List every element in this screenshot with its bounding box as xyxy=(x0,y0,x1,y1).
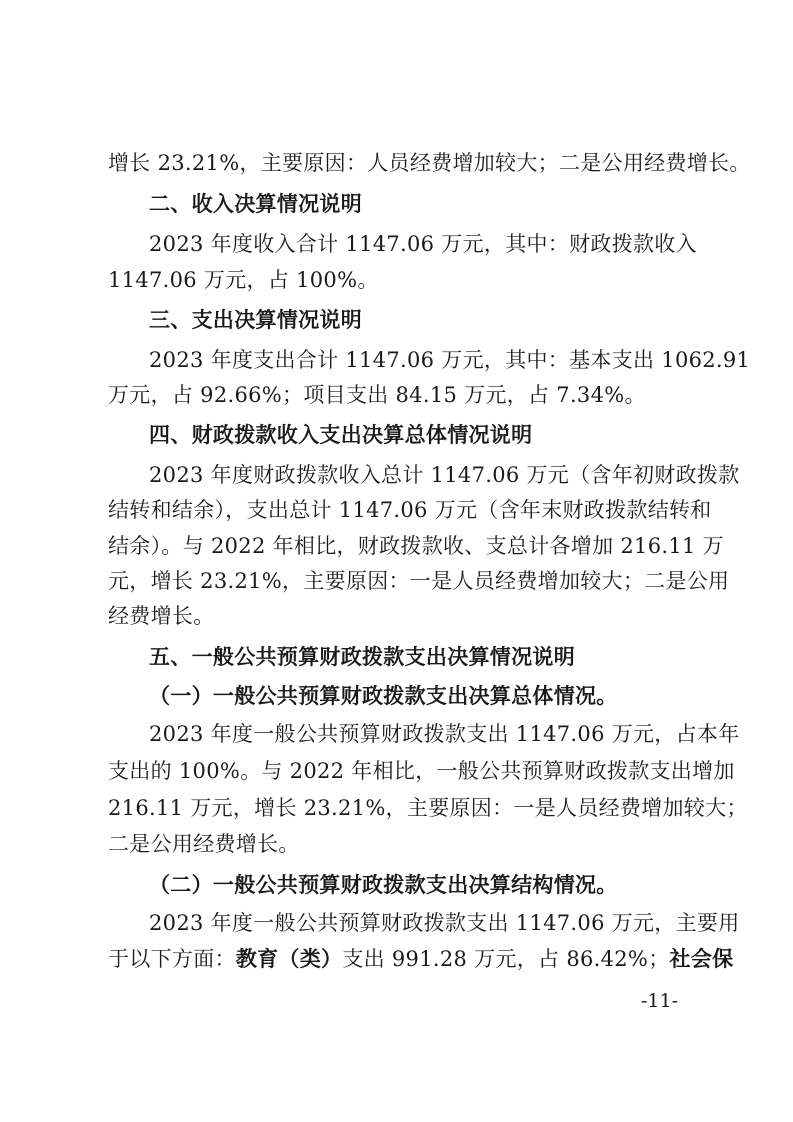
paragraph-line: 结转和结余），支出总计 1147.06 万元（含年末财政拨款结转和 xyxy=(108,498,712,522)
paragraph-line: 2023 年度收入合计 1147.06 万元，其中：财政拨款收入 xyxy=(149,232,697,256)
text-run: 于以下方面： xyxy=(108,947,236,971)
paragraph-line: 2023 年度财政拨款收入总计 1147.06 万元（含年初财政拨款 xyxy=(149,463,740,487)
section-heading: 三、支出决算情况说明 xyxy=(149,308,362,332)
paragraph-line: 万元，占 92.66%；项目支出 84.15 万元，占 7.34%。 xyxy=(108,383,646,407)
paragraph-line: 二是公用经费增长。 xyxy=(108,832,300,856)
paragraph-line: 元，增长 23.21%，主要原因：一是人员经费增加较大；二是公用 xyxy=(108,569,730,593)
paragraph-line: 216.11 万元，增长 23.21%，主要原因：一是人员经费增加较大； xyxy=(108,796,748,820)
section-heading: 四、财政拨款收入支出决算总体情况说明 xyxy=(149,423,533,447)
section-heading: 五、一般公共预算财政拨款支出决算情况说明 xyxy=(149,645,575,669)
page-number: -11- xyxy=(641,990,679,1012)
category-label: 教育（类） xyxy=(235,946,343,971)
paragraph-line: 支出的 100%。与 2022 年相比，一般公共预算财政拨款支出增加 xyxy=(108,759,735,783)
section-heading: 二、收入决算情况说明 xyxy=(149,192,362,216)
subsection-heading: （一）一般公共预算财政拨款支出决算总体情况。 xyxy=(149,683,618,708)
paragraph-line: 1147.06 万元，占 100%。 xyxy=(108,268,379,292)
text-run: 支出 991.28 万元，占 86.42%； xyxy=(342,947,670,971)
paragraph-line: 2023 年度一般公共预算财政拨款支出 1147.06 万元，主要用 xyxy=(149,911,740,935)
paragraph-line: 2023 年度一般公共预算财政拨款支出 1147.06 万元，占本年 xyxy=(149,722,740,746)
paragraph-line: 结余）。与 2022 年相比，财政拨款收、支总计各增加 216.11 万 xyxy=(108,534,724,558)
paragraph-line: 2023 年度支出合计 1147.06 万元，其中：基本支出 1062.91 xyxy=(149,348,751,372)
paragraph-line: 经费增长。 xyxy=(108,604,215,628)
paragraph-line: 增长 23.21%，主要原因：人员经费增加较大；二是公用经费增长。 xyxy=(108,151,751,175)
category-label: 社会保 xyxy=(669,946,734,971)
subsection-heading: （二）一般公共预算财政拨款支出决算结构情况。 xyxy=(149,872,618,897)
paragraph-line xyxy=(108,944,734,974)
